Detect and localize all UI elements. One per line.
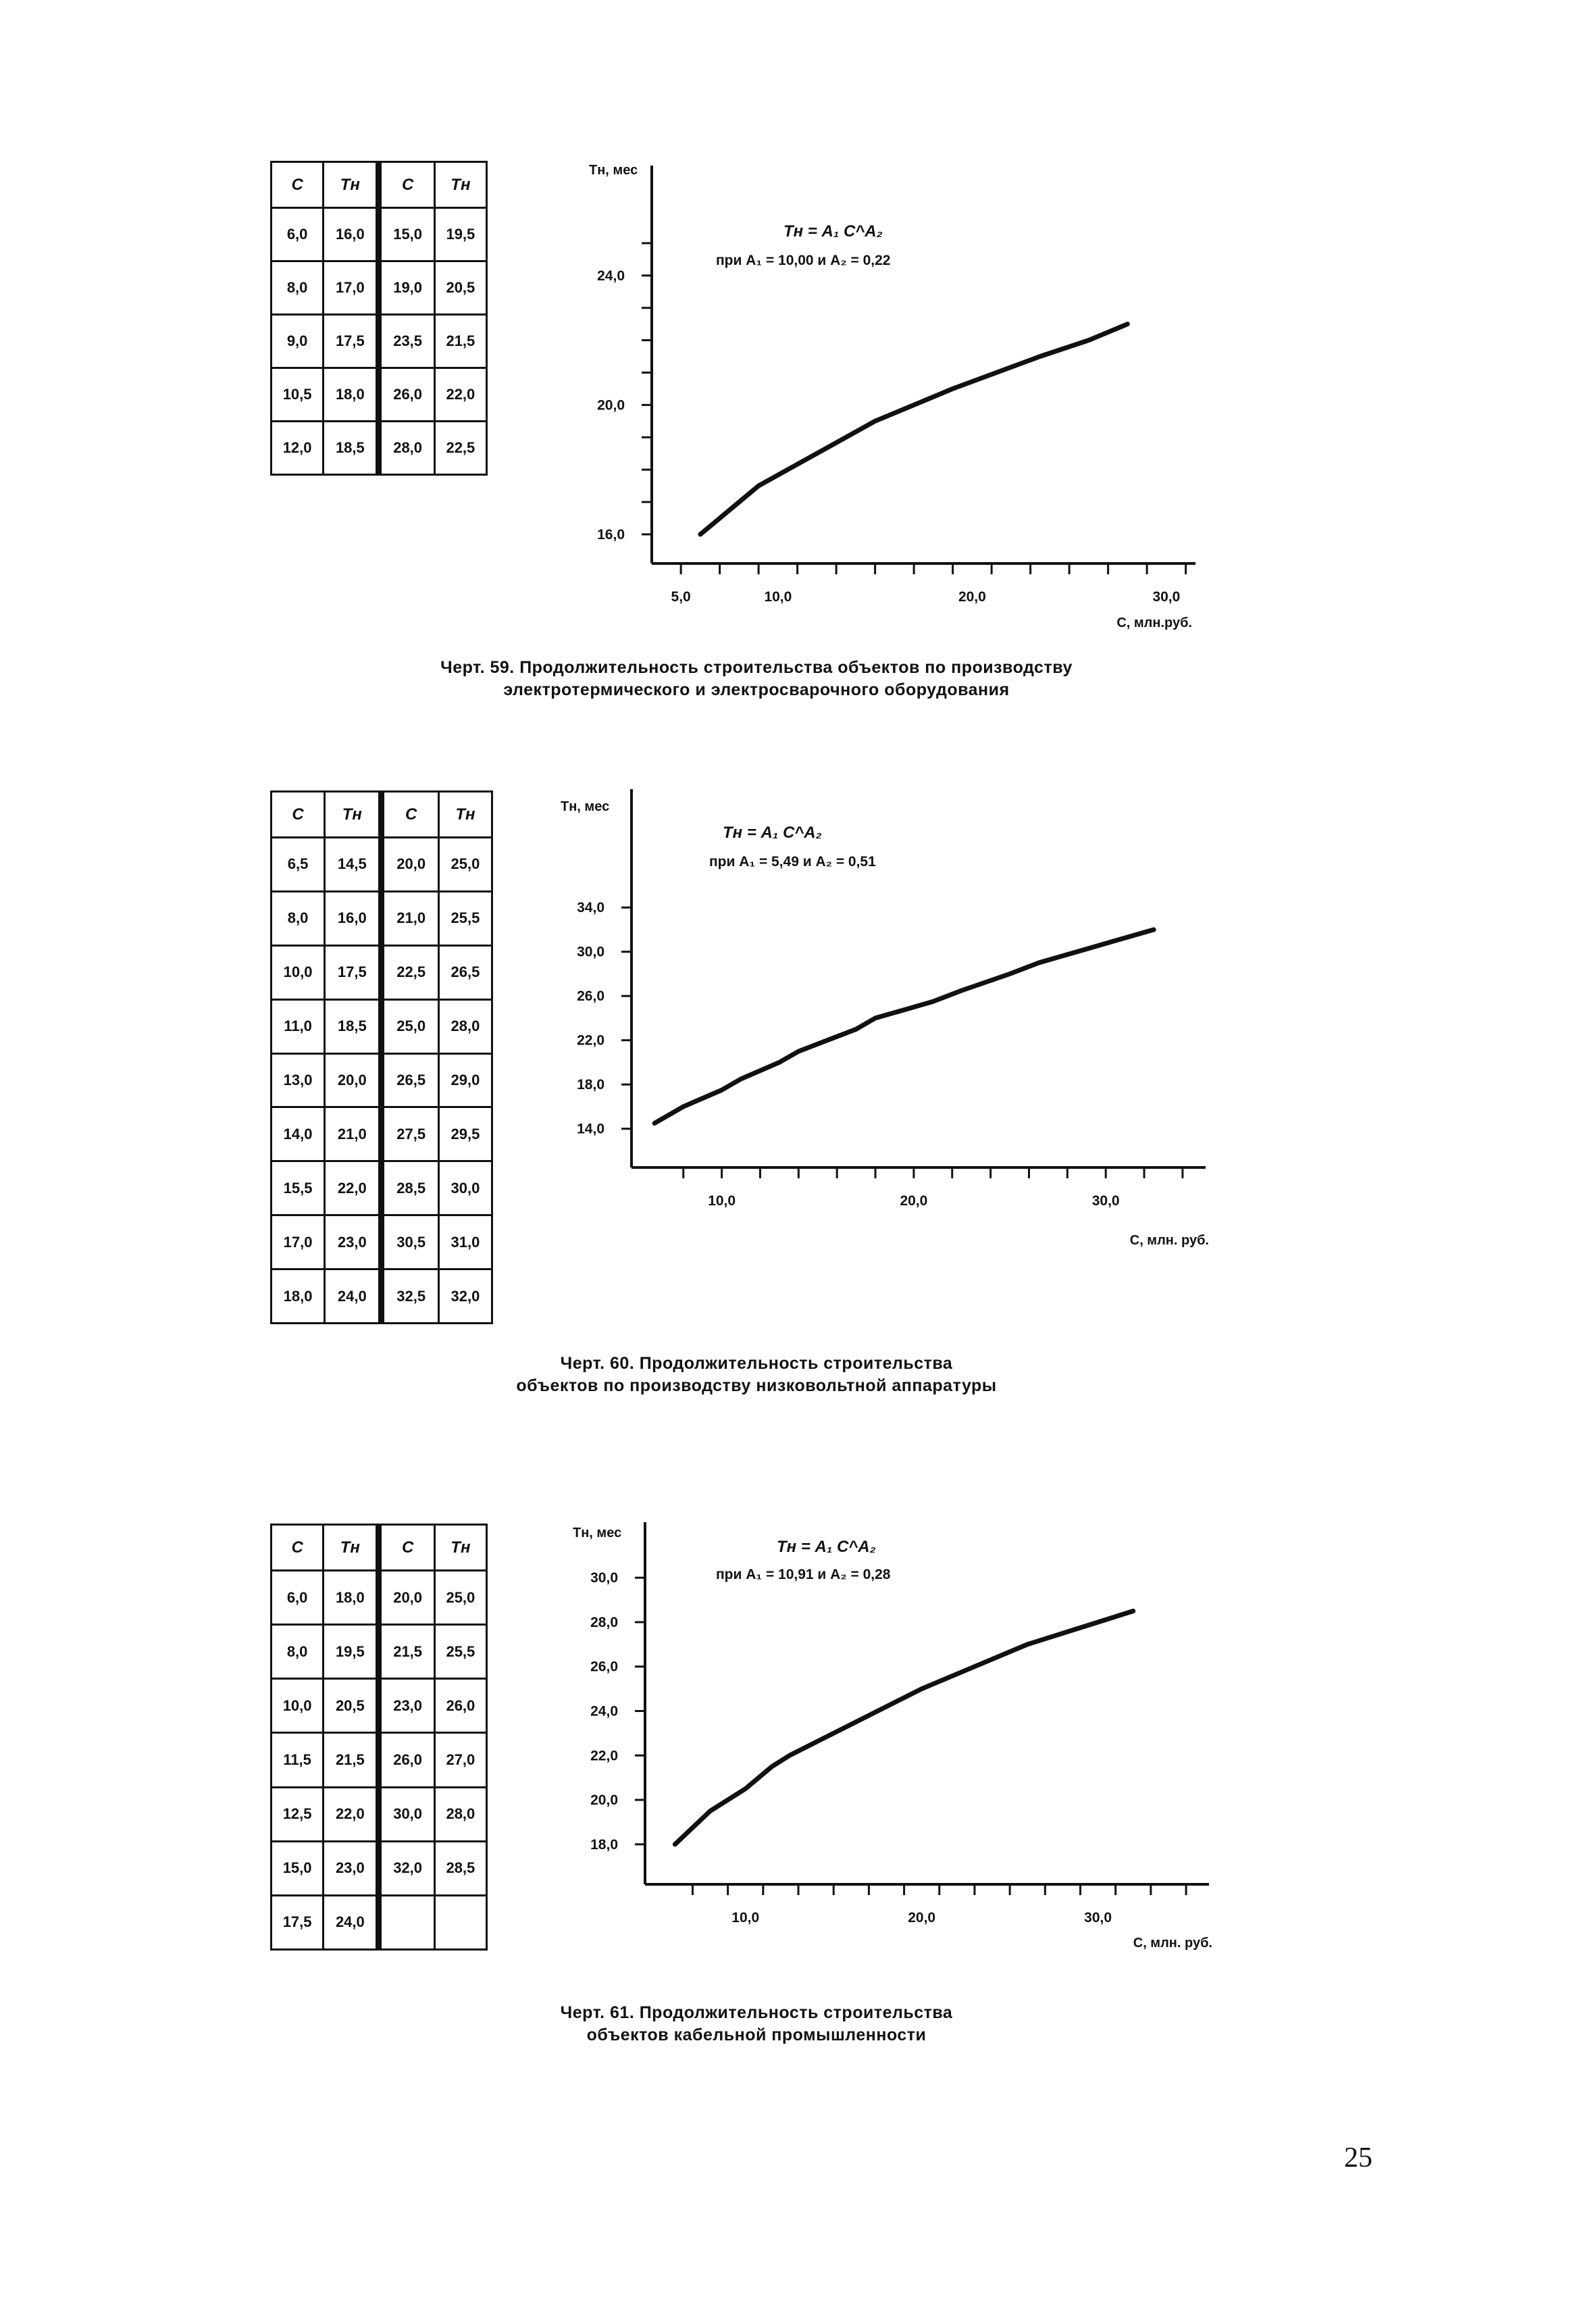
table-cell xyxy=(434,1895,486,1949)
table-cell: 24,0 xyxy=(324,1895,379,1949)
x-tick-label: 30,0 xyxy=(1084,1910,1112,1926)
x-tick-label: 5,0 xyxy=(671,589,691,605)
y-axis-label: Tн, мес xyxy=(561,799,610,814)
table-cell: 28,0 xyxy=(434,1787,486,1841)
table-cell: 24,0 xyxy=(325,1269,382,1324)
table-cell: 18,0 xyxy=(324,368,379,422)
y-axis-label: Tн, мес xyxy=(573,1526,622,1540)
x-tick-label: 20,0 xyxy=(958,589,986,605)
y-tick-label: 26,0 xyxy=(590,1659,618,1675)
table-cell: 8,0 xyxy=(272,891,325,945)
table-cell: 13,0 xyxy=(272,1053,325,1107)
table-cell: 18,0 xyxy=(324,1571,379,1625)
table-cell: 21,0 xyxy=(325,1107,382,1161)
table-cell: 25,0 xyxy=(438,838,492,892)
header-tn: Tн xyxy=(324,162,379,208)
table-row xyxy=(272,1625,487,1679)
y-tick-label: 14,0 xyxy=(577,1121,604,1137)
y-tick-label: 28,0 xyxy=(590,1614,618,1630)
table-row xyxy=(272,1161,492,1215)
table-cell: 10,5 xyxy=(272,368,324,422)
table-cell xyxy=(379,1895,434,1949)
figure-caption xyxy=(203,1353,1310,1397)
y-tick-label: 24,0 xyxy=(590,1703,618,1719)
table-cell: 22,5 xyxy=(382,945,438,999)
table-cell: 15,5 xyxy=(272,1161,325,1215)
y-tick-label: 18,0 xyxy=(590,1836,618,1853)
chart-61 xyxy=(554,1517,1216,1956)
caption-line: Черт. 59. Продолжительность строительства объектов по производству xyxy=(440,658,1073,677)
caption-line: Черт. 61. Продолжительность строительства xyxy=(560,2003,953,2022)
caption-line: Черт. 60. Продолжительность строительства xyxy=(560,1354,953,1373)
table-cell: 28,0 xyxy=(438,999,492,1053)
table-cell: 25,0 xyxy=(434,1571,486,1625)
table-cell: 18,0 xyxy=(272,1269,325,1324)
header-tn: Tн xyxy=(438,792,492,838)
formula: Tн = A₁ C^A₂ xyxy=(723,824,822,842)
table-row xyxy=(272,1895,487,1949)
table-cell: 32,5 xyxy=(382,1269,438,1324)
table-row xyxy=(272,1733,487,1787)
table-cell: 28,0 xyxy=(379,422,434,475)
formula: Tн = A₁ C^A₂ xyxy=(783,222,883,241)
table-cell: 20,0 xyxy=(325,1053,382,1107)
formula-params: при A₁ = 5,49 и A₂ = 0,51 xyxy=(709,854,876,870)
figure-caption xyxy=(203,2002,1310,2046)
table-cell: 12,5 xyxy=(272,1787,324,1841)
table-cell: 11,0 xyxy=(272,999,325,1053)
header-c: C xyxy=(379,1525,434,1571)
table-cell: 11,5 xyxy=(272,1733,324,1787)
header-tn: Tн xyxy=(434,162,486,208)
table-cell: 19,5 xyxy=(324,1625,379,1679)
table-cell: 26,5 xyxy=(438,945,492,999)
caption-line: электротермического и электросварочного оборудования xyxy=(503,680,1010,699)
figure-caption xyxy=(203,657,1310,701)
table-cell: 25,5 xyxy=(438,891,492,945)
x-axis-label: C, млн.руб. xyxy=(1116,615,1192,630)
table-cell: 17,5 xyxy=(324,315,379,368)
table-cell: 21,0 xyxy=(382,891,438,945)
table-cell: 21,5 xyxy=(379,1625,434,1679)
table-cell: 17,5 xyxy=(325,945,382,999)
table-cell: 23,0 xyxy=(379,1679,434,1733)
table-cell: 31,0 xyxy=(438,1215,492,1269)
header-tn: Tн xyxy=(434,1525,486,1571)
table-cell: 18,5 xyxy=(324,422,379,475)
table-cell: 30,0 xyxy=(379,1787,434,1841)
table-cell: 15,0 xyxy=(379,208,434,261)
table-cell: 15,0 xyxy=(272,1841,324,1895)
table-row xyxy=(272,999,492,1053)
table-cell: 16,0 xyxy=(325,891,382,945)
x-tick-label: 30,0 xyxy=(1091,1193,1120,1209)
formula: Tн = A₁ C^A₂ xyxy=(777,1538,876,1556)
table-cell: 17,5 xyxy=(272,1895,324,1949)
table-cell: 10,0 xyxy=(272,1679,324,1733)
table-cell: 22,5 xyxy=(434,422,486,475)
table-cell: 26,0 xyxy=(379,368,434,422)
table-cell: 22,0 xyxy=(325,1161,382,1215)
y-tick-label: 30,0 xyxy=(590,1570,618,1586)
y-tick-label: 22,0 xyxy=(577,1032,604,1049)
table-cell: 32,0 xyxy=(438,1269,492,1324)
chart-60 xyxy=(554,777,1216,1263)
y-tick-label: 20,0 xyxy=(590,1792,618,1809)
formula-params: при A₁ = 10,00 и A₂ = 0,22 xyxy=(716,253,891,268)
y-tick-label: 30,0 xyxy=(577,944,604,960)
table-cell: 30,0 xyxy=(438,1161,492,1215)
data-curve xyxy=(700,324,1128,534)
data-table xyxy=(270,1524,488,1951)
y-tick-label: 20,0 xyxy=(597,397,625,413)
table-cell: 30,5 xyxy=(382,1215,438,1269)
formula-params: при A₁ = 10,91 и A₂ = 0,28 xyxy=(716,1567,891,1582)
table-cell: 8,0 xyxy=(272,1625,324,1679)
table-row xyxy=(272,1053,492,1107)
table-row xyxy=(272,838,492,892)
header-c: C xyxy=(272,162,324,208)
x-tick-label: 10,0 xyxy=(764,589,792,605)
table-cell: 6,0 xyxy=(272,1571,324,1625)
table-row xyxy=(272,945,492,999)
table-cell: 19,0 xyxy=(379,261,434,315)
table-row xyxy=(272,1679,487,1733)
y-tick-label: 24,0 xyxy=(597,268,625,284)
x-tick-label: 10,0 xyxy=(731,1910,760,1926)
table-cell: 22,0 xyxy=(434,368,486,422)
table-cell: 21,5 xyxy=(434,315,486,368)
table-cell: 12,0 xyxy=(272,422,324,475)
header-tn: Tн xyxy=(324,1525,379,1571)
table-cell: 21,5 xyxy=(324,1733,379,1787)
table-row xyxy=(272,1571,487,1625)
y-tick-label: 16,0 xyxy=(597,526,625,543)
y-axis-label: Tн, мес xyxy=(589,163,638,178)
table-cell: 9,0 xyxy=(272,315,324,368)
table-cell: 18,5 xyxy=(325,999,382,1053)
table-cell: 29,0 xyxy=(438,1053,492,1107)
x-axis-label: C, млн. руб. xyxy=(1133,1936,1212,1951)
table-cell: 14,5 xyxy=(325,838,382,892)
table-row xyxy=(272,1215,492,1269)
table-row xyxy=(272,422,487,475)
y-tick-label: 18,0 xyxy=(577,1077,604,1093)
header-c: C xyxy=(272,792,325,838)
table-cell: 16,0 xyxy=(324,208,379,261)
table-row xyxy=(272,368,487,422)
table-row xyxy=(272,208,487,261)
table-row xyxy=(272,315,487,368)
table-cell: 27,5 xyxy=(382,1107,438,1161)
table-cell: 20,0 xyxy=(379,1571,434,1625)
data-table xyxy=(270,790,493,1324)
table-cell: 20,0 xyxy=(382,838,438,892)
y-tick-label: 22,0 xyxy=(590,1748,618,1764)
table-cell: 26,0 xyxy=(434,1679,486,1733)
table-cell: 28,5 xyxy=(382,1161,438,1215)
table-cell: 32,0 xyxy=(379,1841,434,1895)
table-cell: 23,5 xyxy=(379,315,434,368)
header-c: C xyxy=(379,162,434,208)
table-cell: 14,0 xyxy=(272,1107,325,1161)
table-row xyxy=(272,891,492,945)
x-tick-label: 30,0 xyxy=(1152,589,1181,605)
table-cell: 28,5 xyxy=(434,1841,486,1895)
table-cell: 22,0 xyxy=(324,1787,379,1841)
y-tick-label: 34,0 xyxy=(577,900,604,916)
table-row xyxy=(272,1269,492,1324)
y-tick-label: 26,0 xyxy=(577,988,604,1005)
x-tick-label: 20,0 xyxy=(908,1910,936,1926)
caption-line: объектов по производству низковольтной аппаратуры xyxy=(516,1376,997,1395)
header-c: C xyxy=(272,1525,324,1571)
table-row xyxy=(272,1107,492,1161)
table-cell: 29,5 xyxy=(438,1107,492,1161)
header-tn: Tн xyxy=(325,792,382,838)
table-row xyxy=(272,261,487,315)
table-row xyxy=(272,1787,487,1841)
x-tick-label: 20,0 xyxy=(900,1193,928,1209)
table-cell: 6,0 xyxy=(272,208,324,261)
table-cell: 23,0 xyxy=(324,1841,379,1895)
table-cell: 27,0 xyxy=(434,1733,486,1787)
table-cell: 25,0 xyxy=(382,999,438,1053)
table-cell: 19,5 xyxy=(434,208,486,261)
table-cell: 26,0 xyxy=(379,1733,434,1787)
table-cell: 20,5 xyxy=(324,1679,379,1733)
table-cell: 10,0 xyxy=(272,945,325,999)
table-cell: 23,0 xyxy=(325,1215,382,1269)
table-cell: 8,0 xyxy=(272,261,324,315)
data-curve xyxy=(675,1611,1133,1844)
x-tick-label: 10,0 xyxy=(708,1193,736,1209)
table-cell: 17,0 xyxy=(324,261,379,315)
table-cell: 25,5 xyxy=(434,1625,486,1679)
page-number: 25 xyxy=(1344,2142,1372,2173)
table-row xyxy=(272,1841,487,1895)
data-table xyxy=(270,161,488,476)
chart-59 xyxy=(554,149,1216,649)
table-cell: 20,5 xyxy=(434,261,486,315)
header-c: C xyxy=(382,792,438,838)
table-cell: 26,5 xyxy=(382,1053,438,1107)
x-axis-label: C, млн. руб. xyxy=(1129,1233,1209,1248)
table-cell: 6,5 xyxy=(272,838,325,892)
table-cell: 17,0 xyxy=(272,1215,325,1269)
caption-line: объектов кабельной промышленности xyxy=(586,2026,927,2044)
data-curve xyxy=(654,930,1154,1124)
